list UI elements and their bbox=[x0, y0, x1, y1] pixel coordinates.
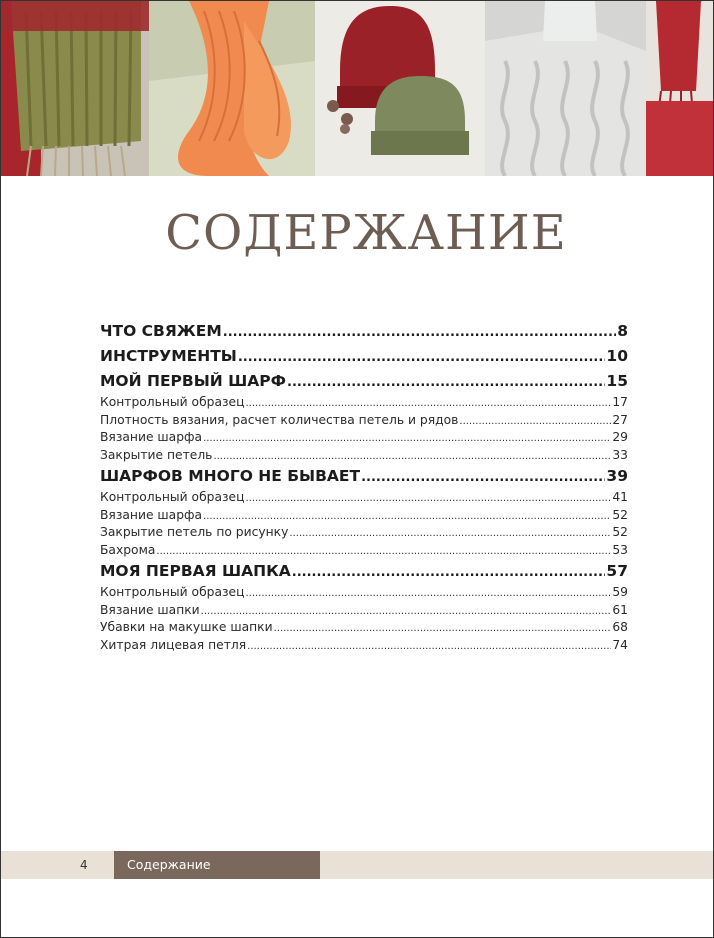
red-scarf-photo bbox=[646, 1, 713, 176]
toc-dot-leader bbox=[223, 325, 616, 340]
toc-entry-label: Убавки на макушке шапки bbox=[100, 620, 273, 634]
toc-entry-page: 17 bbox=[612, 395, 628, 409]
toc-subsection[interactable] bbox=[100, 638, 628, 656]
toc-chapter[interactable] bbox=[100, 562, 628, 585]
toc-entry-label: Хитрая лицевая петля bbox=[100, 637, 247, 652]
knitted-scarf-photo bbox=[1, 1, 149, 176]
toc-entry-label: Вязание шарфа bbox=[100, 507, 203, 522]
toc-dot-leader bbox=[245, 588, 611, 599]
toc-subsection[interactable] bbox=[100, 490, 628, 508]
toc-dot-leader bbox=[289, 528, 611, 539]
toc-dot-leader bbox=[213, 451, 611, 462]
toc-entry-page: 10 bbox=[606, 347, 628, 365]
toc-dot-leader bbox=[247, 641, 611, 652]
toc-entry-page: 27 bbox=[612, 412, 628, 427]
toc-subsection[interactable] bbox=[100, 543, 628, 561]
knitted-socks-photo bbox=[149, 1, 315, 176]
toc-chapter[interactable] bbox=[100, 347, 628, 370]
toc-entry-page: 74 bbox=[612, 637, 628, 652]
toc-subsection[interactable] bbox=[100, 620, 628, 638]
toc-entry-page: 29 bbox=[612, 430, 628, 444]
page-title: СОДЕРЖАНИЕ bbox=[165, 205, 567, 261]
toc-entry-label: Плотность вязания, расчет количества петель и рядов bbox=[100, 412, 459, 427]
toc-chapter[interactable] bbox=[100, 322, 628, 345]
toc-dot-leader bbox=[245, 493, 611, 504]
toc-chapter[interactable] bbox=[100, 467, 628, 490]
toc-entry-page: 15 bbox=[606, 372, 628, 390]
toc-entry-page: 33 bbox=[612, 447, 628, 462]
toc-entry-page: 8 bbox=[617, 322, 628, 340]
toc-dot-leader bbox=[156, 546, 611, 557]
toc-entry-page: 61 bbox=[612, 602, 628, 617]
toc-entry-page: 39 bbox=[606, 467, 628, 485]
toc-entry-label: Бахрома bbox=[100, 542, 156, 557]
toc-subsection[interactable] bbox=[100, 413, 628, 431]
toc-subsection[interactable] bbox=[100, 603, 628, 621]
toc-entry-page: 59 bbox=[612, 585, 628, 599]
toc-entry-label: МОЙ ПЕРВЫЙ ШАРФ bbox=[100, 372, 287, 390]
toc-entry-page: 53 bbox=[612, 542, 628, 557]
toc-entry-label: ШАРФОВ МНОГО НЕ БЫВАЕТ bbox=[100, 467, 361, 485]
toc-subsection[interactable] bbox=[100, 508, 628, 526]
toc-entry-label: Контрольный образец bbox=[100, 585, 245, 599]
knitted-hats-photo bbox=[315, 1, 485, 176]
toc-entry-label: Вязание шапки bbox=[100, 602, 200, 617]
toc-subsection[interactable] bbox=[100, 395, 628, 413]
page-number: 4 bbox=[80, 858, 88, 872]
toc-dot-leader bbox=[292, 565, 606, 580]
toc-dot-leader bbox=[361, 470, 605, 485]
toc-entry-label: Контрольный образец bbox=[100, 490, 245, 504]
toc-entry-label: ЧТО СВЯЖЕМ bbox=[100, 322, 222, 340]
photo-strip bbox=[1, 1, 713, 176]
toc-dot-leader bbox=[245, 398, 611, 409]
toc-entry-label: Вязание шарфа bbox=[100, 430, 203, 444]
toc-entry-label: Закрытие петель по рисунку bbox=[100, 525, 289, 539]
toc-dot-leader bbox=[203, 511, 611, 522]
toc-dot-leader bbox=[203, 433, 611, 444]
toc-dot-leader bbox=[274, 623, 612, 634]
toc-entry-label: МОЯ ПЕРВАЯ ШАПКА bbox=[100, 562, 291, 580]
toc-entry-page: 57 bbox=[606, 562, 628, 580]
toc-subsection[interactable] bbox=[100, 585, 628, 603]
toc-dot-leader bbox=[287, 375, 605, 390]
footer-section-label: Содержание bbox=[127, 857, 211, 872]
table-of-contents bbox=[100, 320, 628, 655]
knitted-sweater-photo bbox=[485, 1, 646, 176]
toc-subsection[interactable] bbox=[100, 525, 628, 543]
toc-entry-label: Контрольный образец bbox=[100, 395, 245, 409]
toc-subsection[interactable] bbox=[100, 430, 628, 448]
toc-subsection[interactable] bbox=[100, 448, 628, 466]
toc-dot-leader bbox=[201, 606, 612, 617]
toc-entry-page: 41 bbox=[612, 490, 628, 504]
toc-entry-label: ИНСТРУМЕНТЫ bbox=[100, 347, 237, 365]
toc-dot-leader bbox=[238, 350, 606, 365]
toc-entry-page: 68 bbox=[612, 620, 628, 634]
toc-entry-page: 52 bbox=[612, 525, 628, 539]
toc-chapter[interactable] bbox=[100, 372, 628, 395]
toc-entry-label: Закрытие петель bbox=[100, 447, 213, 462]
toc-entry-page: 52 bbox=[612, 507, 628, 522]
toc-dot-leader bbox=[459, 416, 611, 427]
